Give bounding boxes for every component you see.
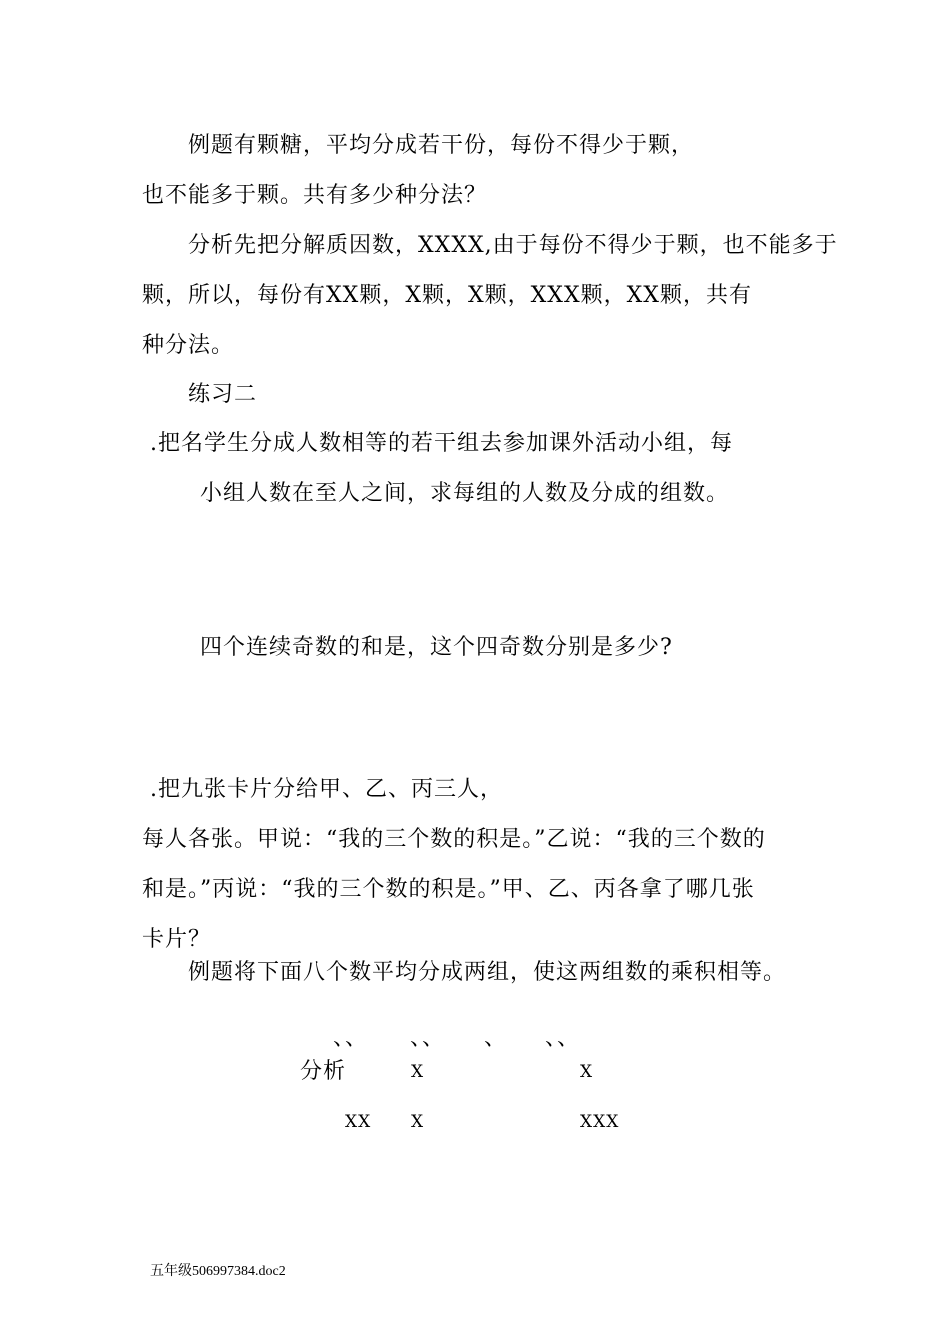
exercise-1-line-2: 小组人数在至人之间，求每组的人数及分成的组数。 xyxy=(200,481,730,506)
paragraph-line-3: 分析先把分解质因数，XXXX,由于每份不得少于颗，也不能多于 xyxy=(188,233,838,258)
exercise-3-line-1: .把九张卡片分给甲、乙、丙三人， xyxy=(150,777,503,802)
analysis-row1-col2: X xyxy=(580,1062,594,1082)
number-separator-3: 、 xyxy=(484,1026,508,1051)
analysis-row1-col1: X xyxy=(411,1062,425,1082)
exercise-1-line-1: .把名学生分成人数相等的若干组去参加课外活动小组，每 xyxy=(150,431,733,456)
paragraph-line-5: 种分法。 xyxy=(142,333,235,358)
exercise-3-line-3: 和是。”丙说：“我的三个数的积是。”甲、乙、丙各拿了哪几张 xyxy=(142,877,755,902)
analysis-label: 分析 xyxy=(300,1059,347,1084)
paragraph-line-1: 例题有颗糖，平均分成若干份，每份不得少于颗， xyxy=(188,133,695,158)
exercise-3-line-2: 每人各张。甲说：“我的三个数的积是。”乙说：“我的三个数的 xyxy=(142,827,766,852)
number-separator-2: 、、 xyxy=(410,1026,446,1051)
example-2-line: 例题将下面八个数平均分成两组，使这两组数的乘积相等。 xyxy=(188,960,787,985)
page-footer: 五年级506997384.doc2 xyxy=(150,1264,286,1279)
analysis-row2-col2: XXX xyxy=(580,1112,620,1132)
exercise-2-line: 四个连续奇数的和是，这个四奇数分别是多少? xyxy=(200,635,673,660)
number-separator-1: 、、 xyxy=(333,1026,369,1051)
number-separator-4: 、、 xyxy=(545,1026,581,1051)
analysis-row2-col1: X xyxy=(411,1112,425,1132)
paragraph-line-2: 也不能多于颗。共有多少种分法？ xyxy=(142,183,488,208)
section-heading: 练习二 xyxy=(188,382,258,407)
analysis-row2-col0: XX xyxy=(345,1112,372,1132)
exercise-3-line-4: 卡片？ xyxy=(142,927,212,952)
paragraph-line-4: 颗，所以，每份有XX颗，X颗，X颗，XXX颗，XX颗，共有 xyxy=(142,283,752,308)
